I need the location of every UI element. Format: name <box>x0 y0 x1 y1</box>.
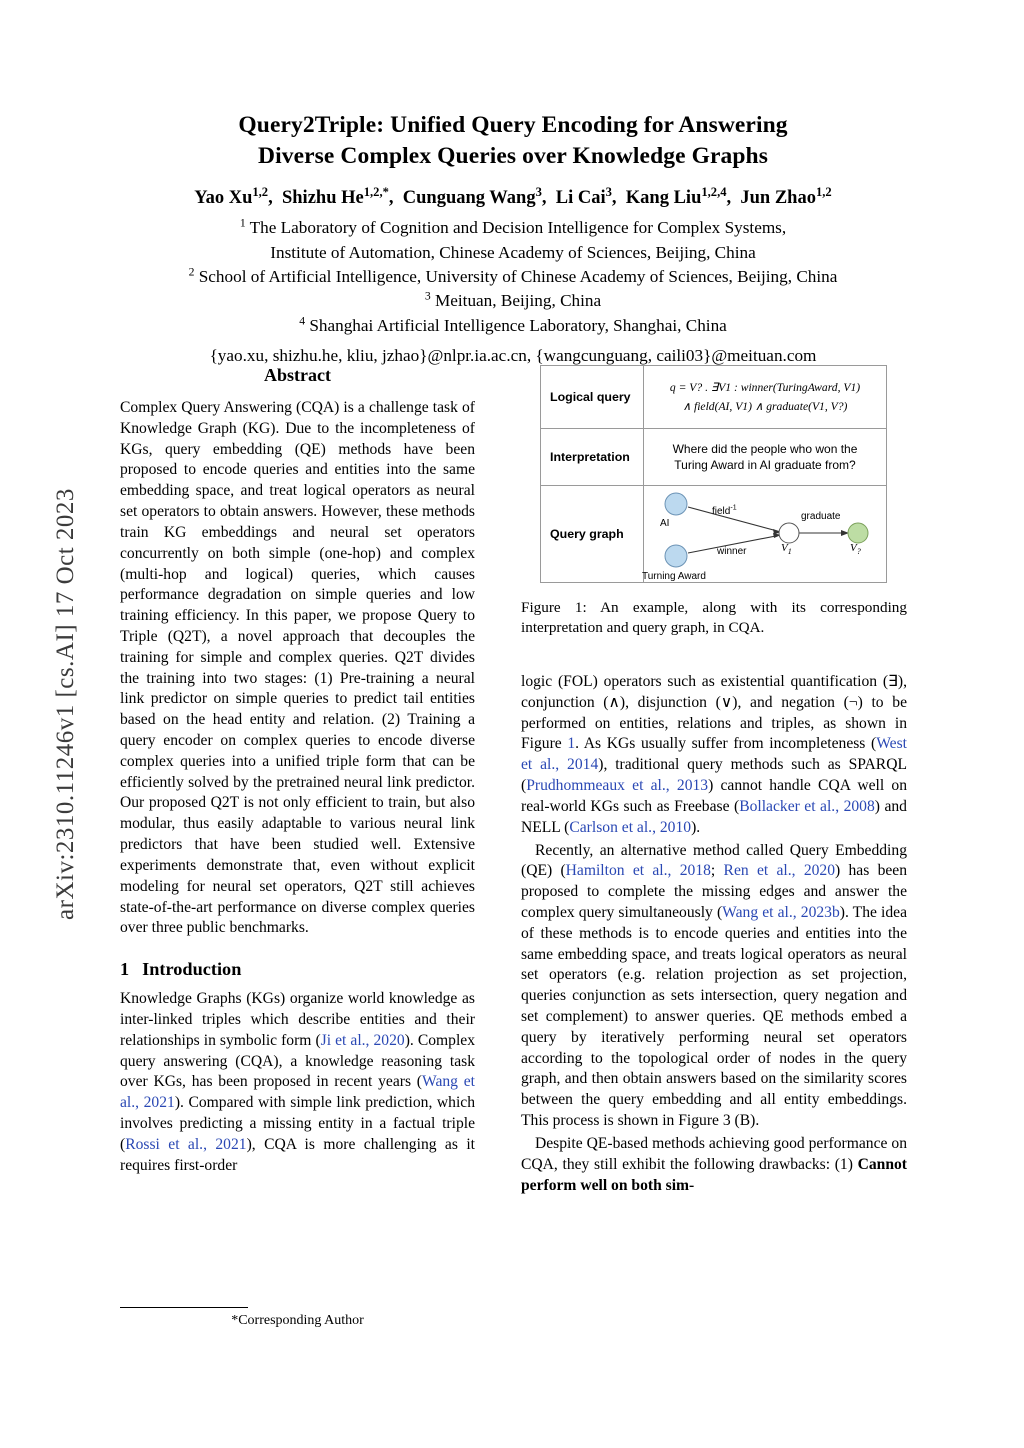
citation-rossi-2021[interactable]: Rossi et al., 2021 <box>125 1135 247 1153</box>
right2-text-b: ) has been proposed to complete the missing edges and answer the complex query simultaneously ( <box>521 862 908 921</box>
author-emails: {yao.xu, shizhu.he, kliu, jzhao}@nlpr.ia.ac.cn, {wangcunguang, caili03}@meituan.com <box>209 346 817 366</box>
interpretation-line-1: Where did the people who won the <box>672 441 858 456</box>
figure-row-query-graph <box>541 486 886 582</box>
figure-row-logical-query <box>541 366 886 429</box>
right2-text-a: Recently, an alternative method called Query Embedding (QE) ( <box>521 841 907 880</box>
figure-cell-logical-query <box>644 366 886 428</box>
right-paragraph-1 <box>521 672 907 839</box>
query-graph-svg <box>646 487 886 581</box>
right3-bold: Cannot perform well on both sim- <box>521 1155 907 1194</box>
title-line-2: Diverse Complex Queries over Knowledge Graphs <box>258 143 768 170</box>
query-graph-diagram <box>644 486 886 582</box>
citation-prudhommeaux-2013[interactable]: Prudhommeaux et al., 2013 <box>526 777 709 795</box>
author-list: Yao Xu$^{1,2}$, Shizhu $He^{1,2,*}$, Cunguang Wang$^3$, Li Cai$^3$, Kang Liu$^{1,2,4}$, Jun Zhao$^{1,2}$ <box>194 184 832 209</box>
right2-sep: ; <box>710 862 724 880</box>
graph-edge-label-winner: winner <box>717 546 747 557</box>
citation-carlson-2010[interactable]: Carlson et al., 2010 <box>569 818 692 836</box>
citation-ji-2020[interactable]: Ji et al., 2020 <box>320 1031 405 1049</box>
figure-1-box <box>540 365 887 583</box>
citation-wang-2023b[interactable]: Wang et al., 2023b <box>722 903 840 921</box>
graph-node-label-ai: AI <box>660 518 670 529</box>
right-text-c: ), traditional query methods such as SPARQL ( <box>521 756 907 795</box>
figure-row-label-interpretation: Interpretation <box>541 429 644 485</box>
intro-text-c: ). Compared with simple link prediction, which involves predicting a missing entity in a factual triple ( <box>120 1094 476 1153</box>
interpretation-line-2: Turing Award in AI graduate from? <box>674 458 856 472</box>
graph-edge-label-field: field$^{-1}$ <box>712 504 737 517</box>
affiliation-1: $^1$ The Laboratory of Cognition and Decision Intelligence for Complex Systems, <box>239 216 787 238</box>
affiliation-1b: Institute of Automation, Chinese Academy of Sciences, Beijing, China <box>270 242 756 262</box>
figure-cell-query-graph <box>644 486 886 582</box>
graph-node-label-v1: $V_1$ <box>781 542 792 557</box>
abstract-text: Complex Query Answering (CQA) is a challenge task of Knowledge Graph (KG). Due to the incompleteness of KGs, query embedding (QE) methods have been proposed to encode queries and entities into the same embedding space, and treat logical operators as neural set operators to obtain answers. However, these methods train KG embeddings and neural set operators concurrently on both simple (one-hop) and complex (multi-hop and logical) queries, which causes performance degradation on simple queries and low training efficiency. In this paper, we propose Query to Triple (Q2T), a novel approach that decouples the training for simple and complex queries. Q2T divides the training into two stages: (1) Pre-training a neural link predictor on simple queries to predict tail entities based on the head entity and relation. (2) Training a query encoder on complex queries to encode diverse complex queries into a unified triple form that can be efficiently solved by the pretrained neural link predictor. Our proposed Q2T is not only efficient to train, but also modular, thus easily adaptable to various neural link predictors that have been studied well. Extensive experiments demonstrate that, even without explicit modeling for neural set operators, Q2T still achieves state-of-the-art performance on diverse complex queries over three public benchmarks. <box>120 399 475 937</box>
affiliation-list <box>118 216 908 338</box>
citation-west-2014[interactable]: West et al., 2014 <box>521 735 907 774</box>
affiliation-2: $^2$ School of Artificial Intelligence, University of Chinese Academy of Sciences, Beijing, China <box>188 265 838 286</box>
figure-ref-1[interactable]: 1 <box>567 735 576 753</box>
footnote-divider <box>120 1307 248 1308</box>
figure-1-caption: Figure 1: An example, along with its corresponding interpretation and query graph, in CQA. <box>521 599 907 637</box>
abstract-heading: Abstract <box>264 365 331 385</box>
graph-node-label-turing-award: Turning Award <box>642 571 706 582</box>
figure-row-label-logical-query: Logical query <box>541 366 644 428</box>
right-text-d: ) cannot handle CQA well on real-world KGs such as Freebase ( <box>521 777 907 815</box>
right-text-b: . As KGs usually suffer from incompleteness ( <box>575 735 877 753</box>
section-heading-introduction <box>120 959 475 980</box>
figure-row-label-query-graph: Query graph <box>541 486 644 582</box>
figure-cell-interpretation <box>644 429 886 485</box>
right-column <box>521 672 907 1196</box>
intro-text-a: Knowledge Graphs (KGs) organize world knowledge as inter-linked triples which describe entities and their relationships in symbolic form ( <box>120 990 475 1049</box>
right-paragraph-2 <box>521 841 907 1132</box>
page-title <box>118 110 908 172</box>
left-column <box>120 365 475 1176</box>
intro-paragraph-1 <box>120 989 475 1176</box>
footnote-corresponding-author: *Corresponding Author <box>231 1313 364 1328</box>
section-number: 1 <box>120 959 130 980</box>
intro-text-d: ), CQA is more challenging as it requires first-order <box>120 1135 475 1174</box>
right3-text-a: Despite QE-based methods achieving good performance on CQA, they still exhibit the following drawbacks: (1) <box>521 1134 907 1173</box>
graph-edge-label-graduate: graduate <box>801 511 841 522</box>
citation-hamilton-2018[interactable]: Hamilton et al., 2018 <box>565 862 711 880</box>
affiliation-4: $^4$ Shanghai Artificial Intelligence Laboratory, Shanghai, China <box>299 314 727 335</box>
right2-text-c: ). The idea of these methods is to encode queries and entities into the same embedding space, and treats logical operators as neural set operators (e.g. relation projection as set projection, queries conjunction as sets intersection, query negation and set complement) to answer queries. QE methods embed a query by iteratively performing neural set operators according to the topological order of nodes in the query graph, and then obtain answers based on the similarity scores between the query embedding and all entity embeddings. This process is shown in Figure 3 (B). <box>521 903 908 1130</box>
right-text-e: ) and NELL ( <box>521 797 907 836</box>
figure-row-interpretation <box>541 429 886 486</box>
section-title: Introduction <box>142 959 242 980</box>
logical-query-line-1: q = V? . ∃V1 : winner(TuringAward, V1) <box>669 380 861 394</box>
citation-ren-2020[interactable]: Ren et al., 2020 <box>723 862 836 880</box>
logical-query-line-2: ∧ field(AI, V1) ∧ graduate(V1, V?) <box>682 400 848 413</box>
arxiv-stamp: arXiv:2310.11246v1 [cs.AI] 17 Oct 2023 <box>52 488 79 920</box>
intro-text-b: ). Complex query answering (CQA), a knowledge reasoning task over KGs, has been proposed in recent years ( <box>120 1031 476 1091</box>
title-block <box>118 110 908 369</box>
affiliation-3: $^3$ Meituan, Beijing, China <box>424 289 602 311</box>
title-line-1: Query2Triple: Unified Query Encoding for Answering <box>238 112 788 138</box>
citation-bollacker-2008[interactable]: Bollacker et al., 2008 <box>739 797 875 815</box>
right-text-a: logic (FOL) operators such as existential quantification (∃), conjunction (∧), disjunction (∨), and negation (¬) to be performed on entities, relations and triples, as shown in Figure <box>521 673 907 753</box>
right-text-f: ). <box>691 818 701 836</box>
graph-node-label-vq: $V_?$ <box>850 542 861 557</box>
citation-wang-2021[interactable]: Wang et al., 2021 <box>120 1073 475 1112</box>
right-paragraph-3 <box>521 1134 907 1196</box>
